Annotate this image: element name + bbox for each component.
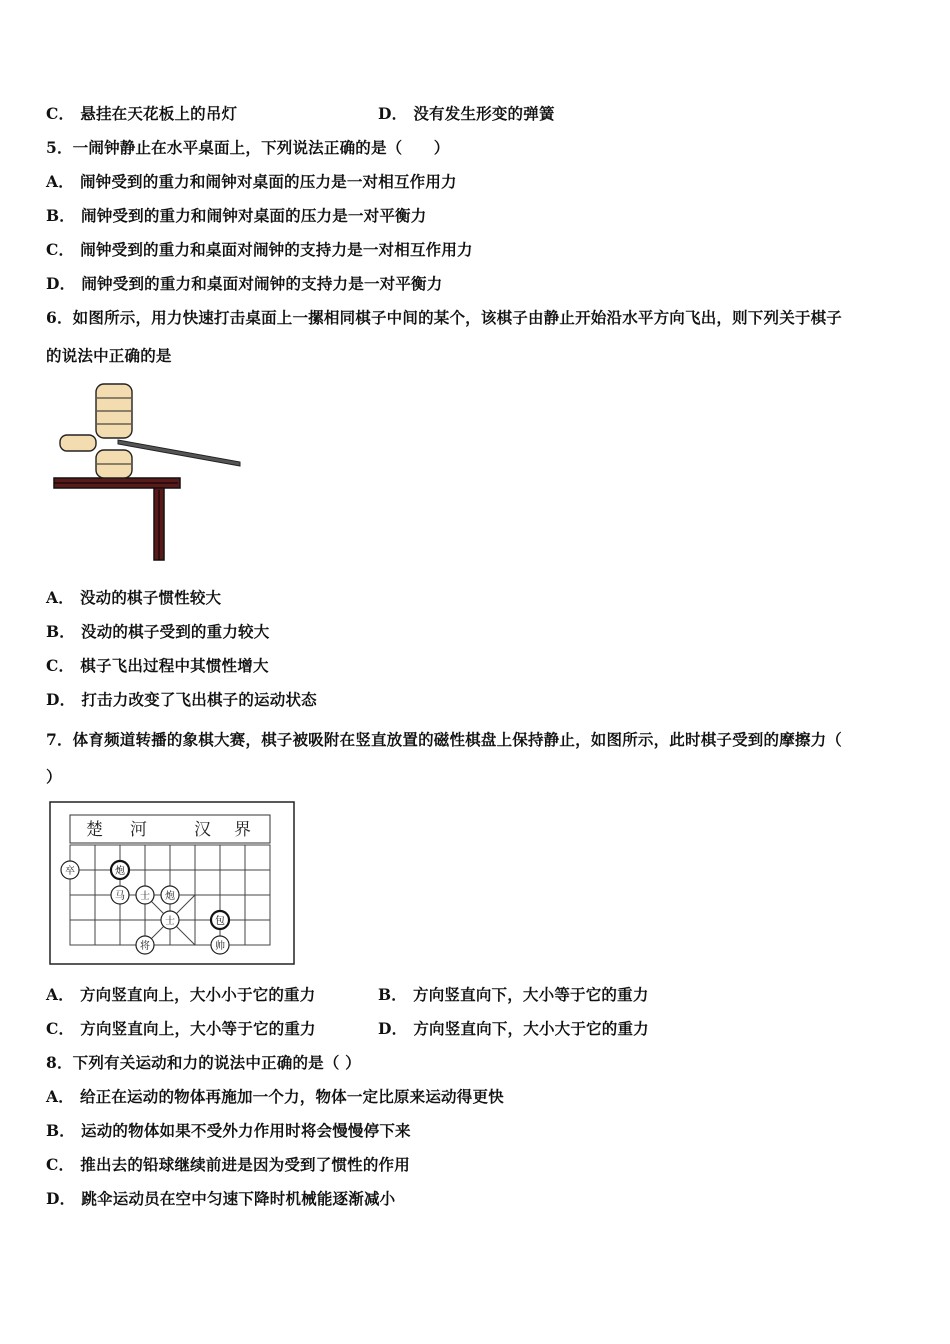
q8-option-d xyxy=(46,1187,395,1209)
q4-option-c-text: 悬挂在天花板上的吊灯 xyxy=(80,104,238,123)
q8-stem: 8．下列有关运动和力的说法中正确的是（ ） xyxy=(46,1053,361,1072)
striking-ruler xyxy=(118,440,240,466)
piece-jiang xyxy=(136,936,154,954)
q8-option-b-label: B． xyxy=(46,1121,76,1140)
q7-option-a-text: 方向竖直向上，大小小于它的重力 xyxy=(79,985,316,1004)
q6-option-d-label: D． xyxy=(46,690,76,709)
q7-option-b xyxy=(378,983,649,1005)
piece-zu xyxy=(61,861,79,879)
q4-option-d xyxy=(378,102,555,124)
chess-board-figure xyxy=(48,800,298,968)
board-title-3: 汉 xyxy=(194,820,211,840)
q8-option-a-text: 给正在运动的物体再施加一个力，物体一定比原来运动得更快 xyxy=(79,1087,504,1106)
flying-chess-piece xyxy=(60,435,96,451)
q7-stem-line1: 7．体育频道转播的象棋大赛，棋子被吸附在竖直放置的磁性棋盘上保持静止，如图所示，此时棋子受到的摩擦力（ xyxy=(46,730,842,749)
q5-option-d xyxy=(46,272,442,294)
q4-option-d-text: 没有发生形变的弹簧 xyxy=(413,104,555,123)
q5-option-a-label: A． xyxy=(46,172,74,191)
q6-option-b-text: 没动的棋子受到的重力较大 xyxy=(81,622,270,641)
q5-option-a-text: 闹钟受到的重力和闹钟对桌面的压力是一对相互作用力 xyxy=(79,172,457,191)
q5-option-b-label: B． xyxy=(46,206,76,225)
piece-shi-center xyxy=(161,911,179,929)
q5-option-b xyxy=(46,204,426,226)
q8-option-d-label: D． xyxy=(46,1189,76,1208)
q6-option-b xyxy=(46,620,269,642)
piece-pao-black xyxy=(111,861,129,879)
q6-option-a-text: 没动的棋子惯性较大 xyxy=(79,588,222,607)
chess-stack-figure xyxy=(50,378,250,564)
q8-option-b-text: 运动的物体如果不受外力作用时将会慢慢停下来 xyxy=(81,1121,411,1140)
q7-option-c xyxy=(46,1017,316,1039)
q8-option-c-text: 推出去的铅球继续前进是因为受到了惯性的作用 xyxy=(80,1155,410,1174)
q5-option-c-label: C． xyxy=(46,240,75,259)
q5-option-c-text: 闹钟受到的重力和桌面对闹钟的支持力是一对相互作用力 xyxy=(80,240,473,259)
q6-option-b-label: B． xyxy=(46,622,76,641)
q6-stem-line1: 6．如图所示，用力快速打击桌面上一摞相同棋子中间的某个，该棋子由静止开始沿水平方向飞出，则下列关于棋子 xyxy=(46,308,842,327)
q5-option-d-label: D． xyxy=(46,274,76,293)
q7-option-d-label: D． xyxy=(378,1019,408,1038)
q6-stem-line2: 的说法中正确的是 xyxy=(46,346,172,365)
q6-option-a xyxy=(46,586,221,608)
board-title-2: 河 xyxy=(130,820,147,840)
svg-text:将: 将 xyxy=(140,941,150,952)
q8-option-a-label: A． xyxy=(46,1087,74,1106)
q5-option-c xyxy=(46,238,473,260)
q8-option-d-text: 跳伞运动员在空中匀速下降时机械能逐渐减小 xyxy=(81,1189,396,1208)
q5-option-a xyxy=(46,170,457,192)
q7-option-c-text: 方向竖直向上，大小等于它的重力 xyxy=(80,1019,316,1038)
svg-text:炮: 炮 xyxy=(115,866,125,877)
q5-stem: 5．一闹钟静止在水平桌面上，下列说法正确的是（ ） xyxy=(46,138,450,157)
piece-bao-black xyxy=(211,911,229,929)
q5-option-d-text: 闹钟受到的重力和桌面对闹钟的支持力是一对平衡力 xyxy=(81,274,443,293)
piece-shi-left xyxy=(136,886,154,904)
svg-text:士: 士 xyxy=(140,891,150,902)
q8-option-b xyxy=(46,1119,411,1141)
q6-option-d-text: 打击力改变了飞出棋子的运动状态 xyxy=(81,690,317,709)
piece-shuai xyxy=(211,936,229,954)
svg-text:包: 包 xyxy=(215,916,225,927)
q8-option-a xyxy=(46,1085,504,1107)
q7-option-d-text: 方向竖直向下，大小大于它的重力 xyxy=(413,1019,649,1038)
q6-option-c-text: 棋子飞出过程中其惯性增大 xyxy=(80,656,269,675)
board-title-4: 界 xyxy=(234,820,251,840)
piece-pao-red xyxy=(161,886,179,904)
svg-text:马: 马 xyxy=(115,891,125,902)
svg-text:帅: 帅 xyxy=(215,941,225,952)
q7-option-d xyxy=(378,1017,649,1039)
svg-text:卒: 卒 xyxy=(65,866,75,877)
q4-option-d-label: D． xyxy=(378,104,408,123)
q4-option-c xyxy=(46,102,237,124)
board-title-1: 楚 xyxy=(86,820,103,840)
q6-option-c xyxy=(46,654,269,676)
q4-option-c-label: C． xyxy=(46,104,75,123)
q7-option-a-label: A． xyxy=(46,985,74,1004)
svg-text:炮: 炮 xyxy=(165,891,175,902)
q6-option-a-label: A． xyxy=(46,588,74,607)
q8-option-c-label: C． xyxy=(46,1155,75,1174)
q7-option-c-label: C． xyxy=(46,1019,75,1038)
q7-option-b-text: 方向竖直向下，大小等于它的重力 xyxy=(413,985,649,1004)
q6-option-c-label: C． xyxy=(46,656,75,675)
q7-option-a xyxy=(46,983,315,1005)
q6-option-d xyxy=(46,688,317,710)
q8-option-c xyxy=(46,1153,410,1175)
q7-option-b-label: B． xyxy=(378,985,408,1004)
q7-stem-line2: ） xyxy=(46,767,62,786)
piece-ma xyxy=(111,886,129,904)
svg-text:士: 士 xyxy=(165,916,175,927)
q5-option-b-text: 闹钟受到的重力和闹钟对桌面的压力是一对平衡力 xyxy=(81,206,427,225)
